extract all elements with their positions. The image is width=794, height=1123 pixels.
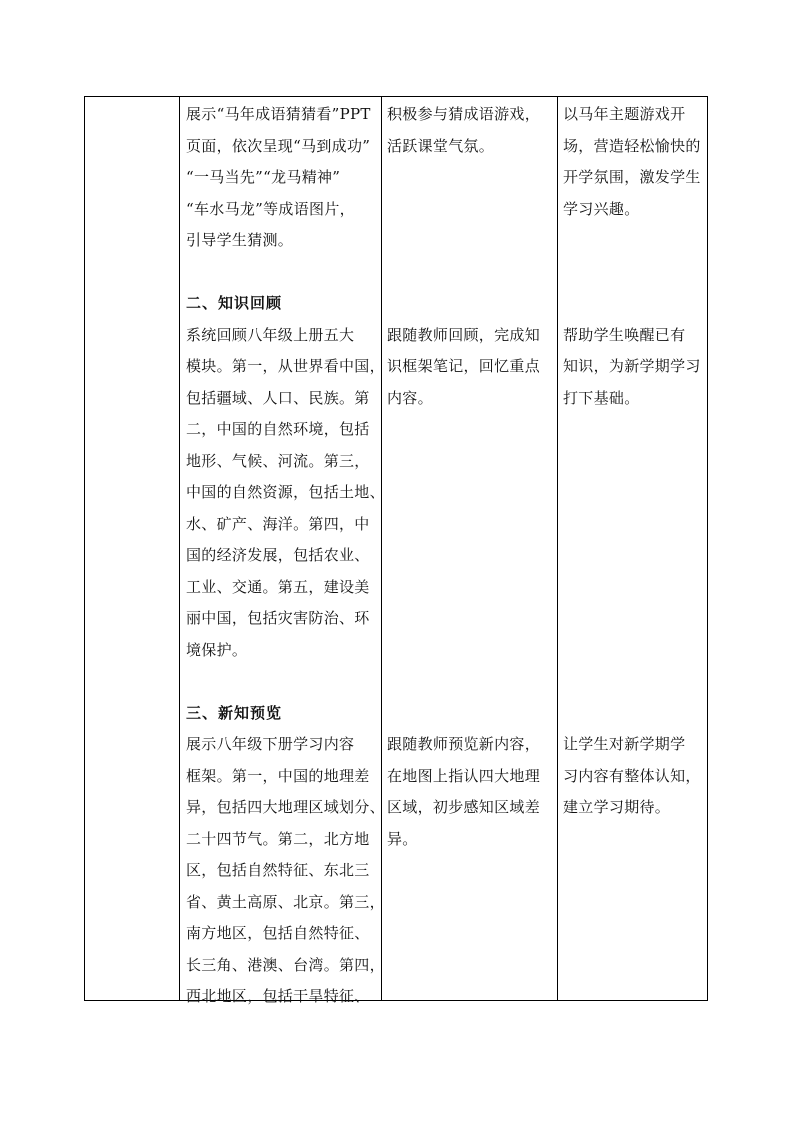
text-line: 境保护。 — [186, 640, 248, 659]
text-line: 异。 — [387, 829, 418, 848]
text-line: 跟随教师回顾，完成知 — [387, 325, 541, 344]
text-line: 二，中国的自然环境，包括 — [186, 420, 370, 438]
text-line: 地形、气候、河流。第三， — [186, 451, 370, 470]
text-line: 帮助学生唤醒已有 — [563, 325, 686, 344]
section-heading-knowledge-review: 二、知识回顾 — [186, 294, 283, 312]
text-line: 在地图上指认四大地理 — [387, 766, 541, 785]
text-line: 习内容有整体认知， — [563, 766, 701, 785]
student-activity-column — [387, 97, 557, 1000]
text-line: 知识，为新学期学习 — [563, 357, 701, 375]
text-line: “一马当先”“龙马精神” — [186, 168, 341, 186]
text-line: 丽中国，包括灾害防治、环 — [186, 609, 370, 627]
text-line: 引导学生猜测。 — [186, 231, 294, 249]
text-line: 省、黄土高原、北京。第三， — [186, 892, 385, 911]
text-line: 工业、交通。第五，建设美 — [186, 577, 370, 596]
text-line: 异，包括四大地理区域划分、 — [186, 798, 385, 816]
text-line: “车水马龙”等成语图片， — [186, 199, 355, 218]
text-line: 展示八年级下册学习内容 — [186, 735, 355, 753]
text-line: 国的经济发展，包括农业、 — [186, 546, 370, 564]
design-intent-column — [563, 97, 709, 1000]
text-line: 模块。第一，从世界看中国， — [186, 357, 385, 375]
text-line: 水、矿产、海洋。第四，中 — [186, 514, 370, 533]
text-line: 西北地区，包括干旱特征、 — [186, 987, 370, 1005]
text-line: 包括疆域、人口、民族。第 — [186, 388, 370, 407]
text-line: 中国的自然资源，包括土地、 — [186, 483, 385, 501]
text-line: 以马年主题游戏开 — [563, 105, 686, 123]
text-line: 页面，依次呈现“马到成功” — [186, 136, 371, 155]
text-line: 让学生对新学期学 — [563, 735, 686, 753]
text-line: 跟随教师预览新内容， — [387, 735, 541, 753]
teacher-activity-column — [186, 97, 385, 1005]
text-line: 区，包括自然特征、东北三 — [186, 861, 370, 879]
stage-column — [85, 97, 179, 1000]
text-line: 场，营造轻松愉快的 — [563, 136, 701, 155]
text-line: 活跃课堂气氛。 — [387, 136, 495, 155]
text-line: 学习兴趣。 — [563, 199, 640, 218]
text-line: 建立学习期待。 — [563, 798, 671, 816]
lesson-plan-table — [84, 96, 708, 1005]
text-line: 积极参与猜成语游戏， — [387, 105, 541, 123]
text-line: 长三角、港澳、台湾。第四， — [186, 955, 385, 974]
text-line: 开学氛围，激发学生 — [563, 168, 701, 186]
text-line: 展示“马年成语猜猜看”PPT — [186, 105, 371, 123]
text-line: 系统回顾八年级上册五大 — [186, 325, 355, 344]
text-line: 南方地区，包括自然特征、 — [186, 924, 370, 942]
column-divider — [381, 97, 382, 1000]
text-line: 区域，初步感知区域差 — [387, 798, 541, 816]
text-line: 打下基础。 — [563, 388, 640, 407]
text-line: 框架。第一，中国的地理差 — [186, 766, 370, 785]
column-divider — [557, 97, 558, 1000]
text-line: 识框架笔记，回忆重点 — [387, 357, 541, 375]
text-line: 内容。 — [387, 388, 433, 407]
text-line: 二十四节气。第二，北方地 — [186, 829, 370, 848]
column-divider — [179, 97, 180, 1000]
section-heading-new-preview: 三、新知预览 — [186, 703, 283, 722]
